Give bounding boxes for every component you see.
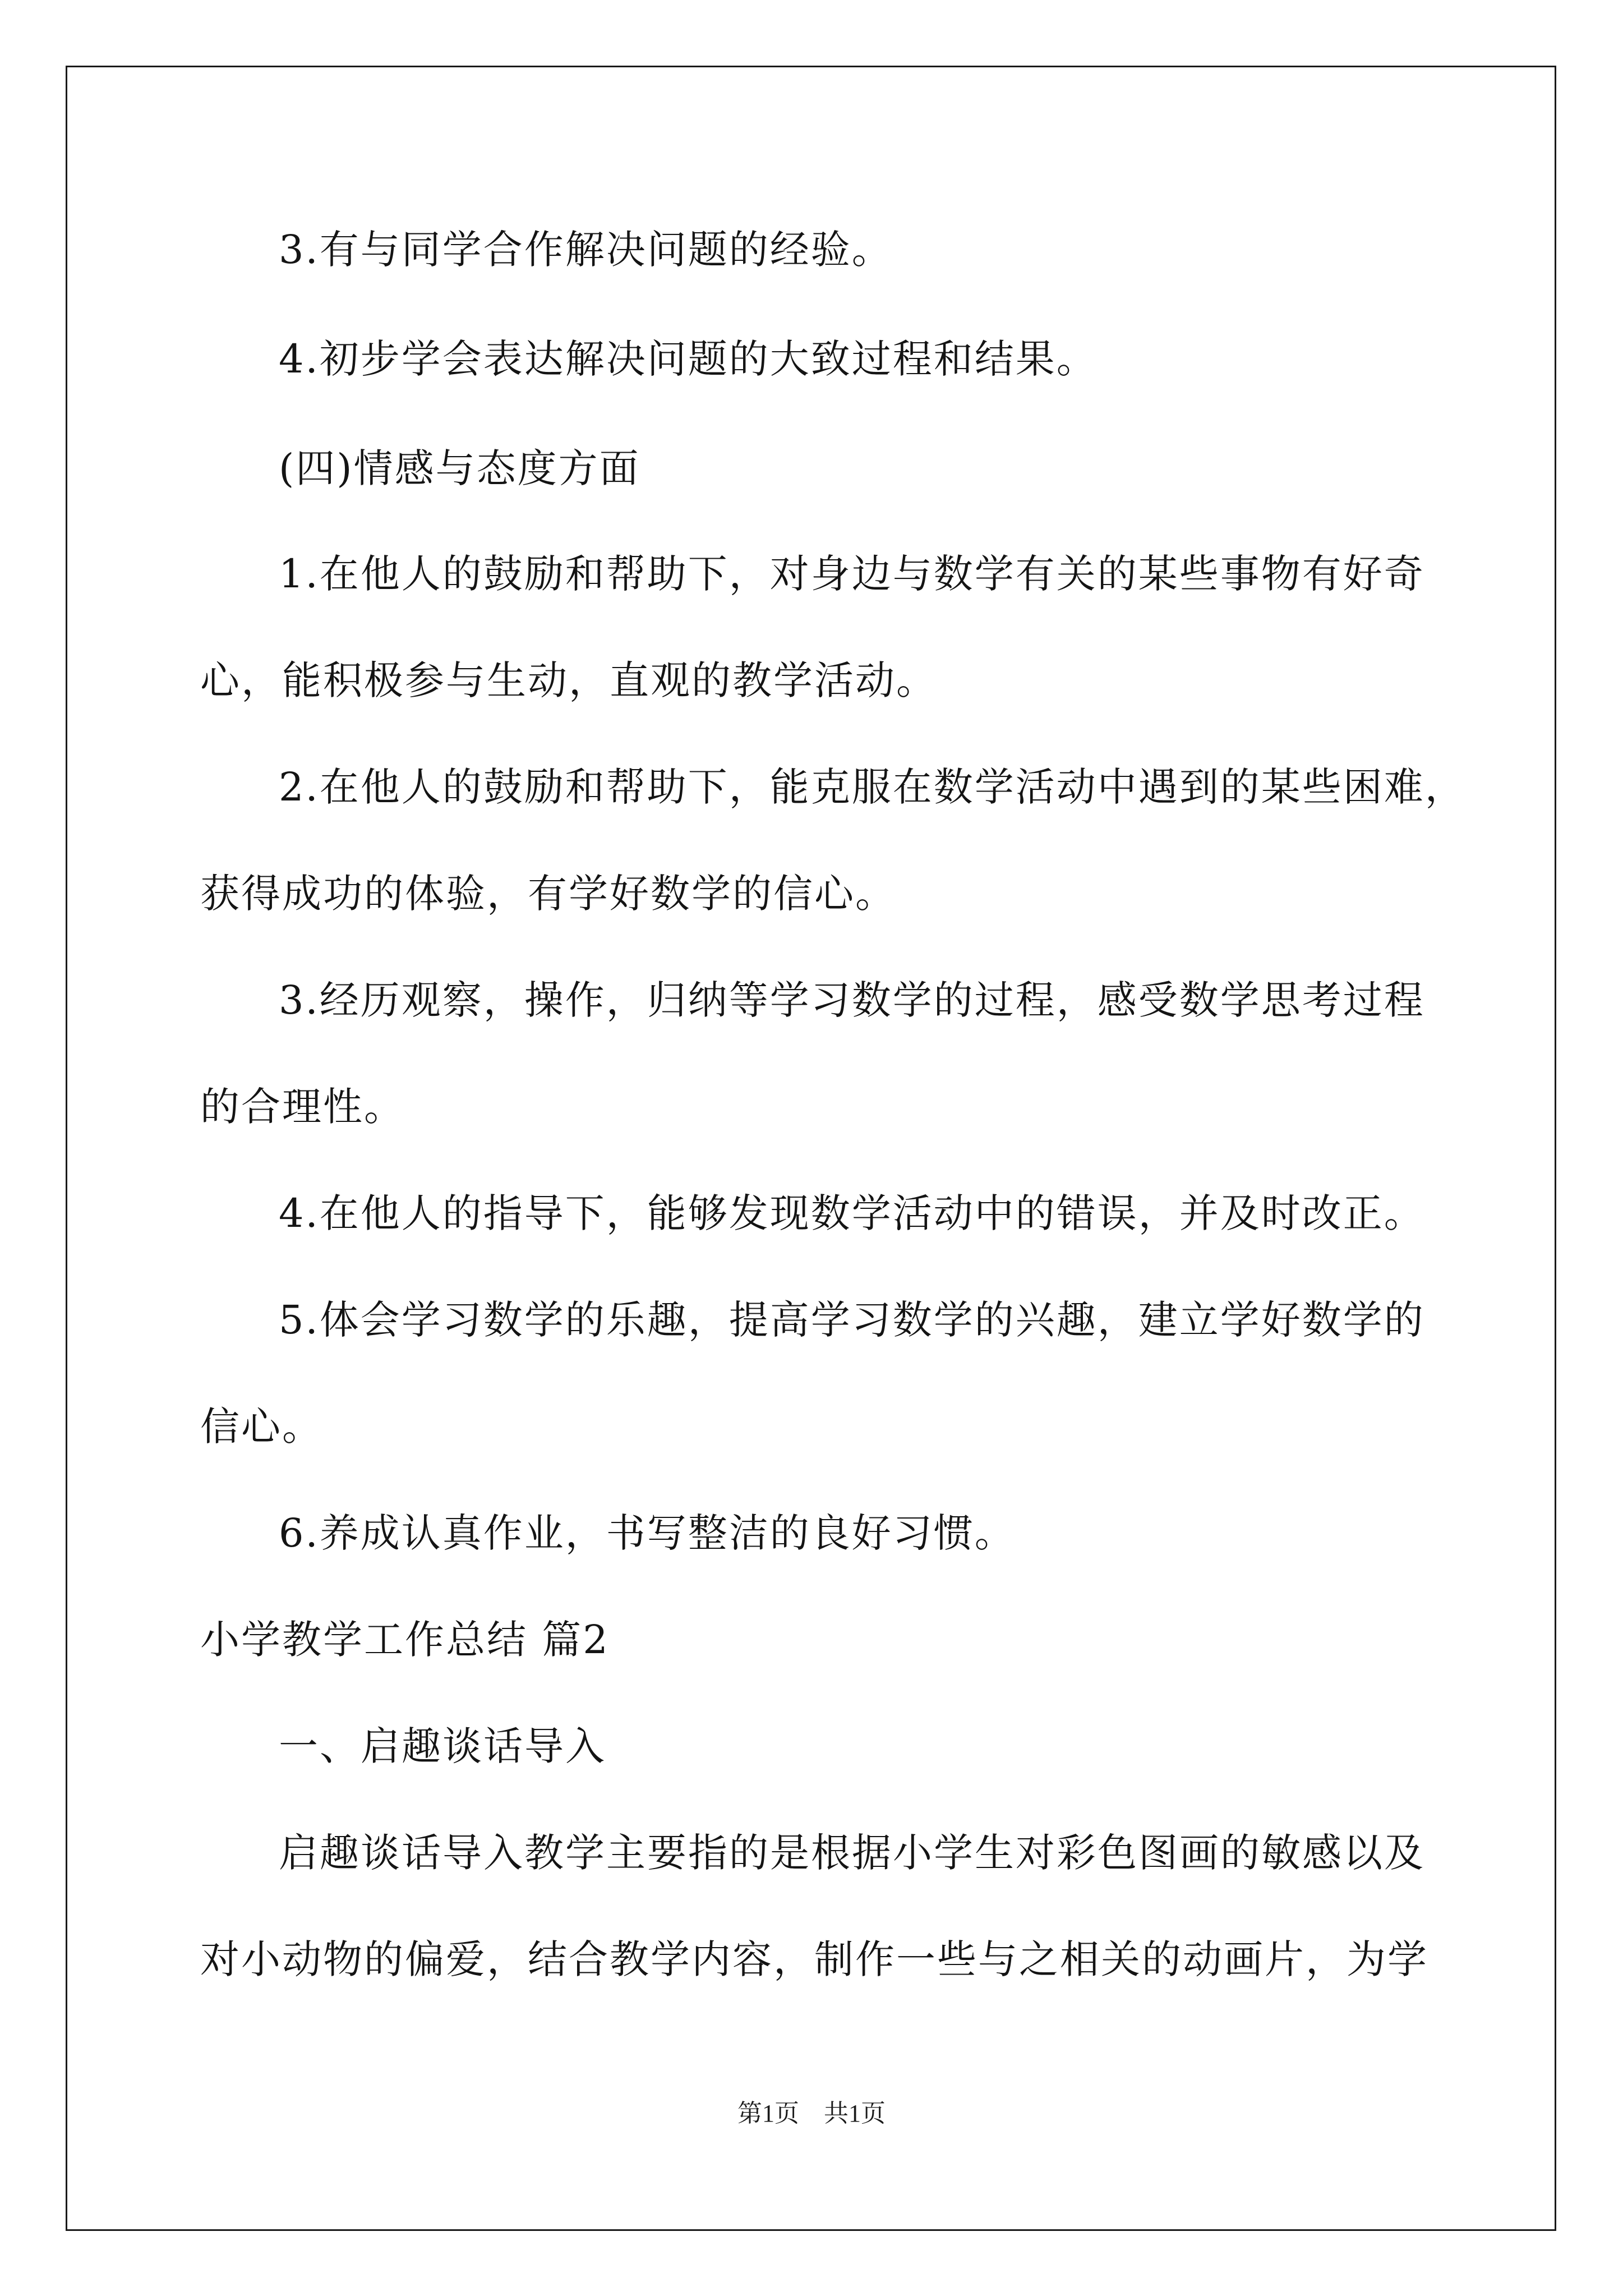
body-line: 6.养成认真作业，书写整洁的良好习惯。 bbox=[279, 1510, 1016, 1556]
section-heading: 一、启趣谈话导入 bbox=[279, 1723, 606, 1769]
page-number: 第1页 bbox=[737, 2100, 799, 2127]
body-line: 获得成功的体验，有学好数学的信心。 bbox=[200, 871, 896, 917]
body-line: 4.初步学会表达解决问题的大致过程和结果。 bbox=[279, 336, 1098, 382]
page-border bbox=[66, 66, 1556, 2231]
body-line: 5.体会学习数学的乐趣，提高学习数学的兴趣，建立学好数学的 bbox=[279, 1297, 1425, 1343]
body-line: 3.有与同学合作解决问题的经验。 bbox=[279, 227, 893, 273]
body-line: 4.在他人的指导下，能够发现数学活动中的错误，并及时改正。 bbox=[279, 1190, 1425, 1236]
body-line: 对小动物的偏爱，结合教学内容，制作一些与之相关的动画片，为学 bbox=[200, 1936, 1428, 1982]
body-line: 信心。 bbox=[200, 1404, 323, 1450]
body-line: 3.经历观察，操作，归纳等学习数学的过程，感受数学思考过程 bbox=[279, 977, 1425, 1023]
section-title: 小学教学工作总结 篇2 bbox=[200, 1617, 610, 1663]
body-line: 的合理性。 bbox=[200, 1084, 405, 1130]
body-line: 1.在他人的鼓励和帮助下，对身边与数学有关的某些事物有好奇 bbox=[279, 551, 1425, 597]
body-line: 启趣谈话导入教学主要指的是根据小学生对彩色图画的敏感以及 bbox=[279, 1830, 1425, 1876]
section-heading: (四)情感与态度方面 bbox=[279, 445, 640, 491]
page-total: 共1页 bbox=[824, 2100, 886, 2127]
body-line: 心，能积极参与生动，直观的教学活动。 bbox=[200, 657, 937, 703]
page-footer bbox=[0, 2097, 1623, 2131]
body-line: 2.在他人的鼓励和帮助下，能克服在数学活动中遇到的某些困难， bbox=[279, 764, 1466, 810]
